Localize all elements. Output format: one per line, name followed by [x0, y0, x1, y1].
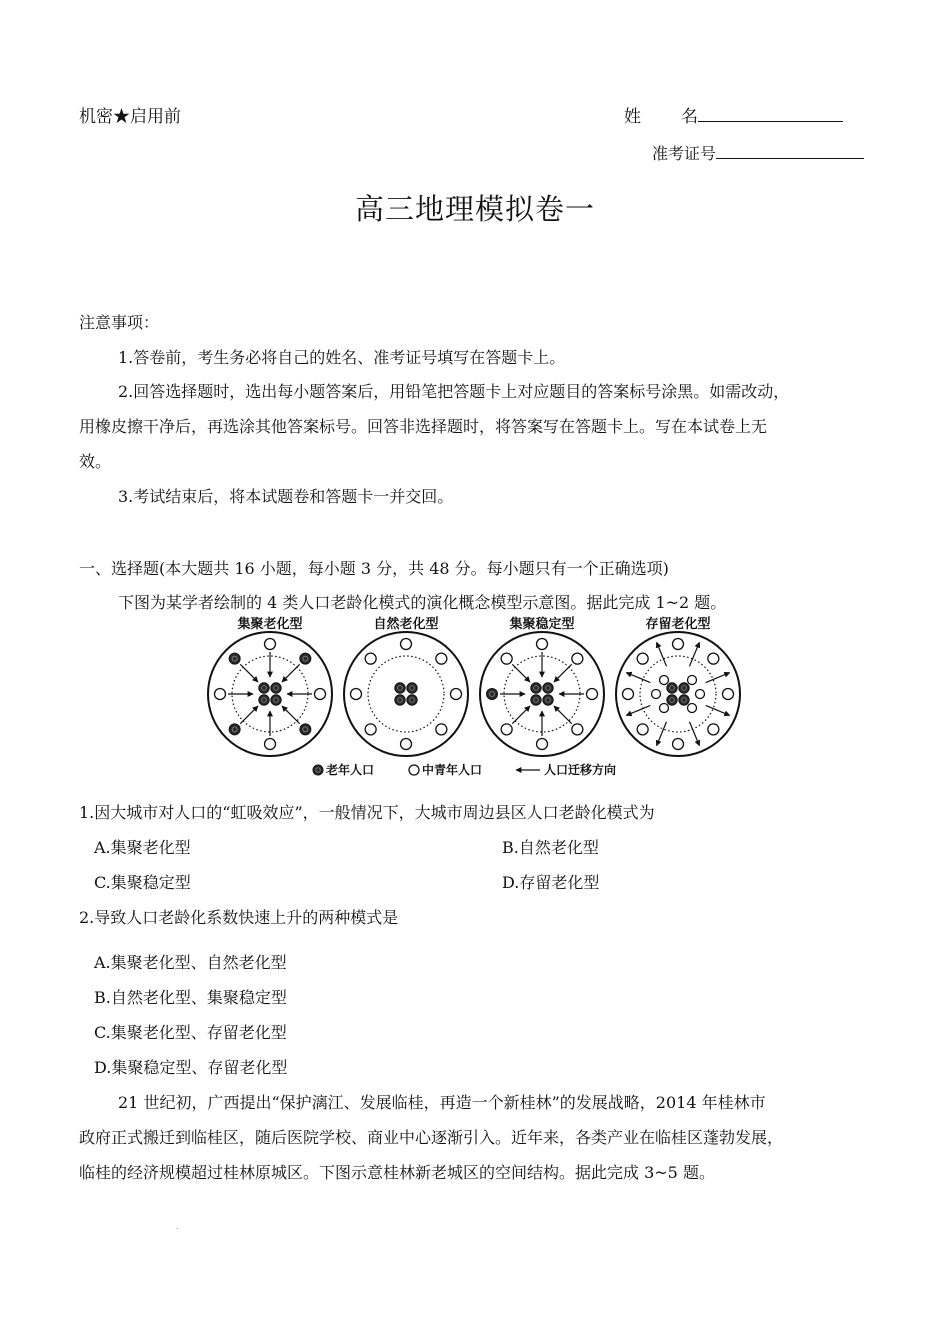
name-field [624, 102, 843, 127]
old-population-dot [300, 653, 311, 664]
legend-migration-label: 人口迁移方向 [544, 763, 617, 777]
name-label-1: 姓 [624, 107, 641, 127]
young-population-dot [501, 653, 512, 664]
migration-arrow [657, 722, 667, 746]
diagram-panel-1 [208, 616, 332, 756]
young-population-dot [351, 689, 362, 700]
old-population-dot [271, 695, 281, 705]
old-population-dot [679, 683, 689, 693]
passage-line-2: 政府正式搬迁到临桂区，随后医院学校、商业中心逐渐引入。近年来，各类产业在临桂区蓬勃发展， [79, 1128, 784, 1147]
young-population-dot [660, 704, 669, 713]
young-population-dot [215, 689, 226, 700]
young-population-dot [265, 639, 276, 650]
outer-ring [616, 632, 740, 756]
young-population-dot [265, 739, 276, 750]
young-population-dot [696, 690, 705, 699]
name-blank[interactable] [698, 105, 843, 122]
young-population-dot [537, 639, 548, 650]
migration-arrow [512, 664, 530, 682]
diagram-panel-4 [616, 616, 740, 756]
q2-stem: 2.导致人口老龄化系数快速上升的两种模式是 [79, 908, 399, 927]
migration-arrow [240, 664, 258, 682]
passage-line-3: 临桂的经济规模超过桂林原城区。下图示意桂林新老城区的空间结构。据此完成 3~5 题。 [79, 1163, 715, 1182]
footer-mark: . [176, 1222, 179, 1231]
young-population-dot [501, 724, 512, 735]
q1-stem: 1.因大城市对人口的“虹吸效应”，一般情况下，大城市周边县区人口老龄化模式为 [79, 803, 655, 822]
old-population-dot [229, 653, 240, 664]
exam-id-blank[interactable] [716, 142, 864, 159]
notice-heading: 注意事项： [79, 313, 160, 332]
young-population-dot [315, 689, 326, 700]
old-population-dot [543, 695, 553, 705]
diagram-panel-2 [344, 616, 468, 756]
young-population-dot [637, 653, 648, 664]
legend-old-label: 老年人口 [326, 763, 375, 777]
q2-option-a[interactable]: A.集聚老化型、自然老化型 [94, 953, 287, 972]
old-population-dot [487, 689, 498, 700]
young-population-dot [572, 653, 583, 664]
young-population-dot [401, 639, 412, 650]
young-population-dot [708, 653, 719, 664]
young-population-dot [673, 639, 684, 650]
outer-ring [480, 632, 604, 756]
migration-arrow [706, 673, 730, 683]
diagram-panel-title: 集聚老化型 [237, 617, 303, 632]
young-population-dot [708, 724, 719, 735]
old-population-dot [667, 683, 677, 693]
young-population-dot [409, 765, 419, 775]
aging-model-diagram [200, 612, 750, 784]
young-population-dot [436, 653, 447, 664]
old-population-dot [667, 695, 677, 705]
inner-dotted-ring [368, 656, 444, 732]
young-population-dot [652, 690, 661, 699]
young-population-dot [673, 739, 684, 750]
old-population-dot [300, 724, 311, 735]
young-population-dot [660, 676, 669, 685]
notice-item-2-line-1: 2.回答选择题时，选出每小题答案后，用铅笔把答题卡上对应题目的答案标号涂黑。如需改动， [118, 382, 790, 401]
young-population-dot [401, 739, 412, 750]
notice-item-2-line-2: 用橡皮擦干净后，再选涂其他答案标号。回答非选择题时，将答案写在答题卡上。写在本试卷上无 [79, 417, 768, 436]
notice-item-2-line-3: 效。 [79, 452, 112, 471]
old-population-dot [313, 765, 323, 775]
notice-item-1: 1.答卷前，考生务必将自己的姓名、准考证号填写在答题卡上。 [118, 348, 566, 367]
migration-arrow [689, 642, 699, 666]
diagram-panel-title: 存留老化型 [645, 617, 711, 632]
q1-option-a[interactable]: A.集聚老化型 [94, 838, 191, 857]
old-population-dot [229, 724, 240, 735]
migration-arrow [554, 706, 572, 724]
exam-id-label: 准考证号 [652, 144, 717, 163]
page-title: 高三地理模拟卷一 [354, 192, 595, 226]
old-population-dot [679, 695, 689, 705]
name-label-2: 名 [681, 107, 698, 127]
migration-arrow [706, 705, 730, 715]
passage-line-1: 21 世纪初，广西提出“保护漓江、发展临桂，再造一个新桂林”的发展战略，2014 年桂林市 [118, 1093, 766, 1112]
old-population-dot [259, 695, 269, 705]
migration-arrow [512, 706, 530, 724]
migration-arrow [626, 705, 650, 715]
q2-option-b[interactable]: B.自然老化型、集聚稳定型 [94, 988, 287, 1007]
exam-id-field [652, 141, 864, 164]
q1-option-c[interactable]: C.集聚稳定型 [94, 873, 191, 892]
diagram-panel-title: 集聚稳定型 [509, 617, 575, 632]
old-population-dot [271, 683, 281, 693]
q1-option-b[interactable]: B.自然老化型 [502, 838, 599, 857]
young-population-dot [451, 689, 462, 700]
section-heading: 一、选择题(本大题共 16 小题，每小题 3 分，共 48 分。每小题只有一个正确选项) [79, 559, 669, 578]
diagram-panel-title: 自然老化型 [373, 617, 439, 632]
young-population-dot [587, 689, 598, 700]
q2-option-d[interactable]: D.集聚稳定型、存留老化型 [94, 1058, 288, 1077]
diagram-panel-3 [480, 616, 604, 756]
old-population-dot [531, 683, 541, 693]
confidential-label: 机密★启用前 [79, 107, 181, 127]
young-population-dot [365, 724, 376, 735]
young-population-dot [537, 739, 548, 750]
migration-arrow [282, 664, 300, 682]
young-population-dot [436, 724, 447, 735]
young-population-dot [572, 724, 583, 735]
migration-arrow [282, 706, 300, 724]
young-population-dot [637, 724, 648, 735]
migration-arrow [554, 664, 572, 682]
notice-item-3: 3.考试结束后，将本试题卷和答题卡一并交回。 [118, 487, 454, 506]
old-population-dot [407, 695, 417, 705]
young-population-dot [688, 704, 697, 713]
old-population-dot [531, 695, 541, 705]
migration-arrow [626, 673, 650, 683]
migration-arrow [689, 722, 699, 746]
migration-arrow [657, 642, 667, 666]
section-intro: 下图为某学者绘制的 4 类人口老龄化模式的演化概念模型示意图。据此完成 1~2 题。 [118, 593, 727, 612]
old-population-dot [543, 683, 553, 693]
legend-young-label: 中青年人口 [422, 763, 483, 777]
old-population-dot [395, 683, 405, 693]
old-population-dot [259, 683, 269, 693]
young-population-dot [723, 689, 734, 700]
q1-option-d[interactable]: D.存留老化型 [502, 873, 600, 892]
young-population-dot [623, 689, 634, 700]
outer-ring [208, 632, 332, 756]
young-population-dot [688, 676, 697, 685]
outer-ring [344, 632, 468, 756]
old-population-dot [395, 695, 405, 705]
young-population-dot [365, 653, 376, 664]
migration-arrow [240, 706, 258, 724]
old-population-dot [407, 683, 417, 693]
q2-option-c[interactable]: C.集聚老化型、存留老化型 [94, 1023, 287, 1042]
